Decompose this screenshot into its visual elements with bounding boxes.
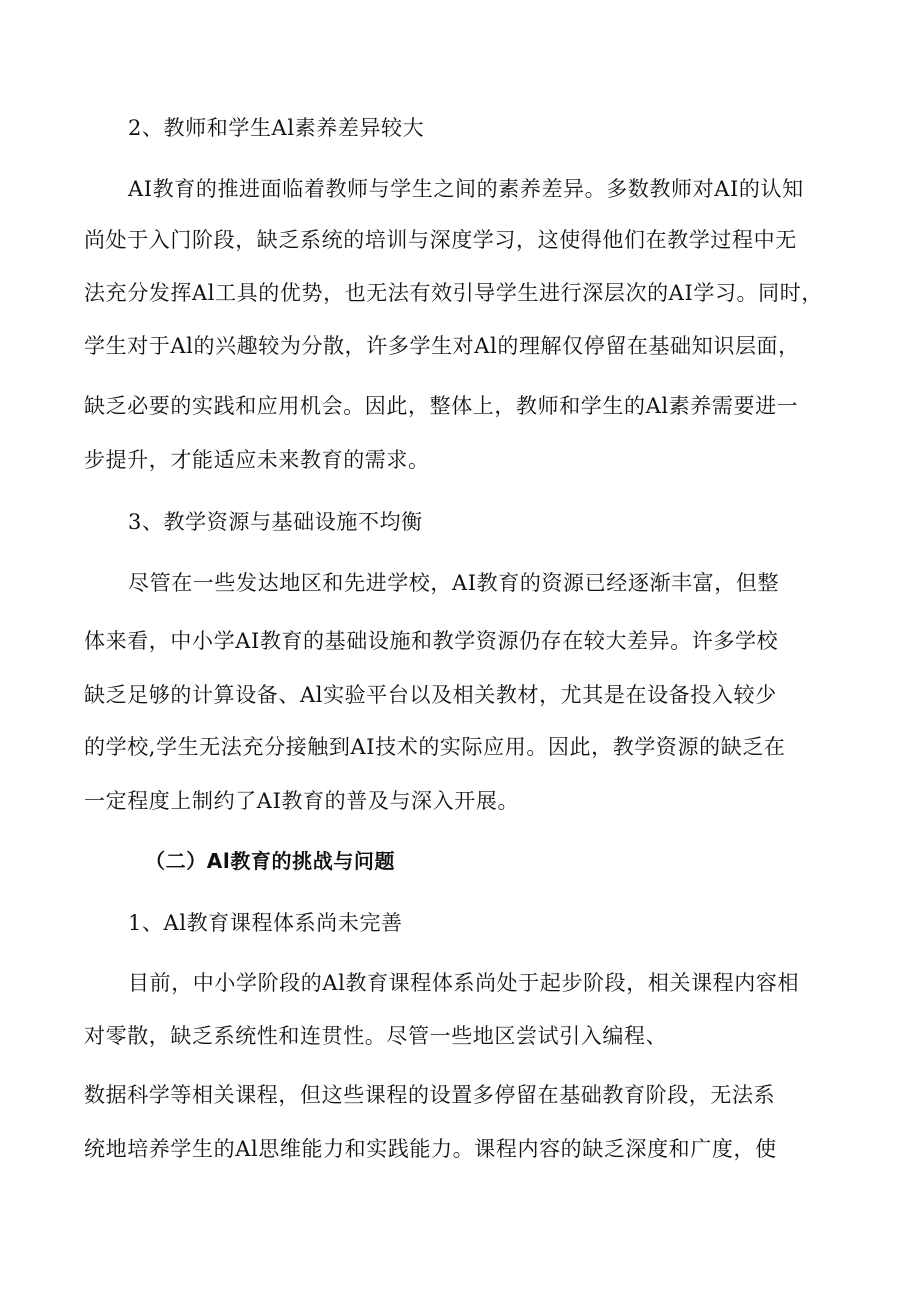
section-heading-3: 3、教学资源与基础设施不均衡 — [128, 510, 423, 534]
paragraph-line: 对零散，缺乏系统性和连贯性。尽管一些地区尝试引入编程、 — [84, 1024, 668, 1048]
paragraph-line: 体来看，中小学AI教育的基础设施和教学资源仍存在较大差异。许多学校 — [84, 629, 779, 653]
section-heading-1: 1、Al教育课程体系尚未完善 — [128, 911, 403, 935]
paragraph-line: 步提升，才能适应未来教育的需求。 — [84, 448, 430, 472]
paragraph-line: 统地培养学生的Al思维能力和实践能力。课程内容的缺乏深度和广度，使 — [84, 1137, 777, 1161]
paragraph-line: 的学校,学生无法充分接触到AI技术的实际应用。因此，教学资源的缺乏在 — [84, 735, 786, 759]
paragraph-line: 尽管在一些发达地区和先进学校，AI教育的资源已经逐渐丰富，但整 — [128, 571, 780, 595]
paragraph-line: 缺乏足够的计算设备、Al实验平台以及相关教材，尤其是在设备投入较少 — [84, 683, 777, 707]
paragraph-line: 一定程度上制约了AI教育的普及与深入开展。 — [84, 789, 520, 813]
paragraph-line: 缺乏必要的实践和应用机会。因此，整体上，教师和学生的Al素养需要进一 — [84, 394, 799, 418]
paragraph-line: 目前，中小学阶段的Al教育课程体系尚处于起步阶段，相关课程内容相 — [128, 971, 800, 995]
paragraph-line: 法充分发挥Al工具的优势，也无法有效引导学生进行深层次的AI学习。同时， — [84, 281, 823, 305]
paragraph-line: 数据科学等相关课程，但这些课程的设置多停留在基础教育阶段，无法系 — [84, 1083, 776, 1107]
part-heading: （二）Al教育的挑战与问题 — [145, 849, 396, 873]
section-heading-2: 2、教师和学生Al素养差异较大 — [128, 116, 425, 140]
paragraph-line: 学生对于Al的兴趣较为分散，许多学生对Al的理解仅停留在基础知识层面， — [84, 334, 800, 358]
paragraph-line: 尚处于入门阶段，缺乏系统的培训与深度学习，这使得他们在教学过程中无 — [84, 228, 797, 252]
paragraph-line: AI教育的推进面临着教师与学生之间的素养差异。多数教师对AI的认知 — [128, 177, 804, 201]
